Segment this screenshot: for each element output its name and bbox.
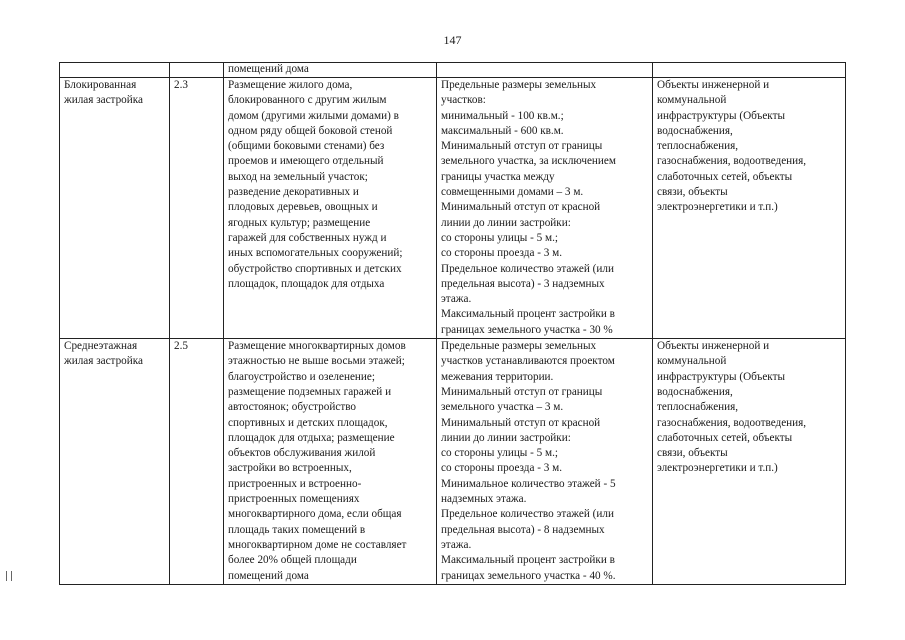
text-line: газоснабжения, водоотведения, xyxy=(657,416,807,429)
cell-parameters xyxy=(437,78,653,339)
text-line: водоснабжения, xyxy=(657,124,733,137)
text-line: со стороны проезда - 3 м. xyxy=(441,247,563,260)
text-line: со стороны улицы - 5 м.; xyxy=(441,447,559,460)
text-line: земельного участка, за исключением xyxy=(441,155,616,168)
cell-zone-name xyxy=(60,63,170,78)
text-line: (общими боковыми стенами) без xyxy=(228,140,385,153)
text-line: Блокированная xyxy=(64,79,137,91)
text-line: спортивных и детских площадок, xyxy=(228,416,388,429)
text-line: теплоснабжения, xyxy=(657,140,739,153)
text-line: размещение подземных гаражей и xyxy=(228,385,392,398)
text-line: Минимальный отступ от красной xyxy=(441,416,601,429)
text-line: одном ряду общей боковой стеной xyxy=(228,124,393,137)
text-line: линии до линии застройки: xyxy=(441,216,571,229)
text-line: Предельные размеры земельных xyxy=(441,340,597,353)
cell-permitted-use xyxy=(224,63,437,78)
text-line: Предельное количество этажей (или xyxy=(441,508,614,521)
text-line: Объекты инженерной и xyxy=(657,340,770,353)
cell-parameters xyxy=(437,339,653,585)
text-line: блокированного с другим жилым xyxy=(228,94,387,107)
text-line: со стороны улицы - 5 м.; xyxy=(441,231,559,244)
cell-parameters xyxy=(437,63,653,78)
text-line: предельная высота) - 3 надземных xyxy=(441,277,605,290)
text-line: этажа. xyxy=(441,293,472,306)
text-line: пристроенных помещениях xyxy=(228,493,360,506)
text-line: газоснабжения, водоотведения, xyxy=(657,155,807,168)
zoning-table xyxy=(59,62,846,585)
text-line: участков: xyxy=(441,94,486,107)
cell-zone-code: 2.5 xyxy=(170,339,224,585)
text-line: коммунальной xyxy=(657,355,727,368)
text-line: связи, объекты xyxy=(657,447,728,460)
text-line: Максимальный процент застройки в xyxy=(441,308,615,321)
text-line: площадок, площадок для отдыха xyxy=(228,277,385,290)
text-line: многоквартирном доме не составляет xyxy=(228,538,407,551)
cell-auxiliary-use xyxy=(653,78,846,339)
text-line: Минимальный отступ от границы xyxy=(441,140,603,153)
cell-auxiliary-use xyxy=(653,339,846,585)
text-line: теплоснабжения, xyxy=(657,401,739,414)
text-line: этажа. xyxy=(441,538,472,551)
text-line: плодовых деревьев, овощных и xyxy=(228,201,378,214)
cell-zone-name xyxy=(60,78,170,339)
text-line: межевания территории. xyxy=(441,370,554,383)
text-line: предельная высота) - 8 надземных xyxy=(441,523,605,536)
cell-zone-code xyxy=(170,63,224,78)
text-line: площадок для отдыха; размещение xyxy=(228,431,395,444)
text-line: инфраструктуры (Объекты xyxy=(657,370,786,383)
table-row xyxy=(60,78,846,339)
text-line: застройки во встроенных, xyxy=(228,462,352,475)
text-line: коммунальной xyxy=(657,94,727,107)
text-line: минимальный - 100 кв.м.; xyxy=(441,109,564,122)
text-line: Размещение многоквартирных домов xyxy=(228,340,406,353)
text-line: проемов и имеющего отдельный xyxy=(228,155,384,168)
text-line: надземных этажа. xyxy=(441,493,527,506)
table-row-continued xyxy=(60,63,846,78)
page-number: 147 xyxy=(443,33,462,47)
text-line: электроэнергетики и т.п.) xyxy=(657,201,778,214)
text-line: объектов обслуживания жилой xyxy=(228,447,376,460)
text-line: Минимальный отступ от красной xyxy=(441,201,601,214)
text-line: участков устанавливаются проектом xyxy=(441,355,615,368)
text-line: иных вспомогательных сооружений; xyxy=(228,247,403,260)
text-line: границах земельного участка - 30 % xyxy=(441,323,613,336)
text-line: гаражей для собственных нужд и xyxy=(228,231,387,244)
text-line: этажностью не выше восьми этажей; xyxy=(228,355,405,368)
text-line: Максимальный процент застройки в xyxy=(441,554,615,567)
cell-permitted-use xyxy=(224,78,437,339)
text-line: площадь таких помещений в xyxy=(228,523,366,536)
text-line: слаботочных сетей, объекты xyxy=(657,431,793,444)
text-line: слаботочных сетей, объекты xyxy=(657,170,793,183)
text-line: выход на земельный участок; xyxy=(228,170,368,183)
text-line: благоустройство и озеленение; xyxy=(228,370,375,383)
text-line: границах земельного участка - 40 %. xyxy=(441,569,616,582)
text-line: Предельное количество этажей (или xyxy=(441,262,614,275)
text-line: более 20% общей площади xyxy=(228,554,357,567)
text-line: ягодных культур; размещение xyxy=(228,216,371,229)
text-line: пристроенных и встроенно- xyxy=(228,477,362,490)
text-line: инфраструктуры (Объекты xyxy=(657,109,786,122)
cell-zone-code: 2.3 xyxy=(170,78,224,339)
text-line: жилая застройка xyxy=(64,94,143,107)
text-line: со стороны проезда - 3 м. xyxy=(441,462,563,475)
text-line: обустройство спортивных и детских xyxy=(228,262,402,275)
text-line: электроэнергетики и т.п.) xyxy=(657,462,778,475)
cell-zone-name xyxy=(60,339,170,585)
text-line: связи, объекты xyxy=(657,186,728,199)
cell-permitted-use xyxy=(224,339,437,585)
text-line: помещений дома xyxy=(228,569,309,582)
table-row xyxy=(60,339,846,585)
cell-auxiliary-use xyxy=(653,63,846,78)
text-line: помещений дома xyxy=(228,63,309,75)
text-line: водоснабжения, xyxy=(657,385,733,398)
text-line: многоквартирного дома, если общая xyxy=(228,508,402,521)
text-line: максимальный - 600 кв.м. xyxy=(441,124,564,137)
text-line: разведение декоративных и xyxy=(228,186,359,199)
scan-margin-mark xyxy=(6,571,12,581)
text-line: Минимальный отступ от границы xyxy=(441,385,603,398)
text-line: Среднеэтажная xyxy=(64,340,138,353)
text-line: автостоянок; обустройство xyxy=(228,401,357,414)
text-line: земельного участка – 3 м. xyxy=(441,401,564,414)
text-line: Объекты инженерной и xyxy=(657,79,770,91)
text-line: жилая застройка xyxy=(64,355,143,368)
text-line: совмещенными домами – 3 м. xyxy=(441,186,584,199)
text-line: границы участка между xyxy=(441,170,555,183)
text-line: Минимальное количество этажей - 5 xyxy=(441,477,616,490)
text-line: Предельные размеры земельных xyxy=(441,79,597,91)
text-line: линии до линии застройки: xyxy=(441,431,571,444)
text-line: Размещение жилого дома, xyxy=(228,79,353,91)
text-line: домом (другими жилыми домами) в xyxy=(228,109,399,122)
